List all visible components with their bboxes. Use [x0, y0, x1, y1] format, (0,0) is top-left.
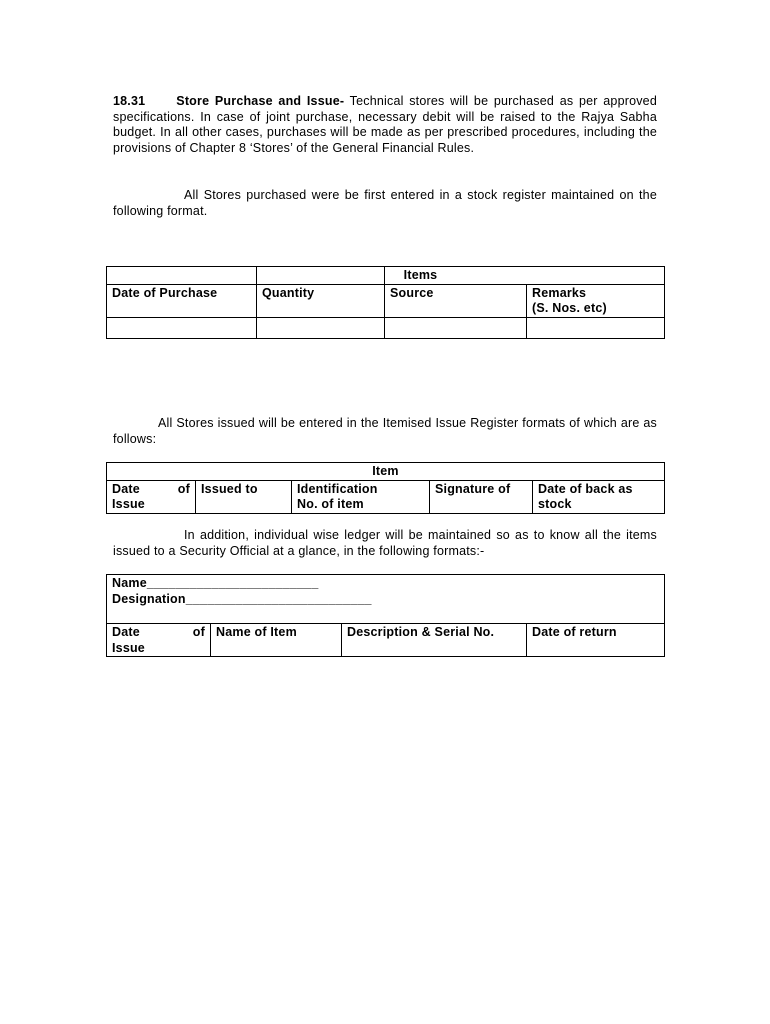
section-number: 18.31 — [113, 94, 146, 108]
col-date-back-stock: Date of back as stock — [533, 480, 665, 513]
ledger-col-description: Description & Serial No. — [342, 624, 527, 657]
stock-empty-cell — [385, 317, 527, 338]
stock-empty-cell — [257, 317, 385, 338]
stock-empty-cell — [527, 317, 665, 338]
issue-register-table — [106, 462, 665, 514]
col-signature: Signature of — [430, 480, 533, 513]
stock-paragraph: All Stores purchased were be first entered in a stock register maintained on the following format. — [113, 188, 657, 218]
designation-line: Designation__________________________ — [112, 591, 372, 606]
col-quantity: Quantity — [257, 284, 385, 317]
ledger-table — [106, 574, 665, 657]
col-date-of-purchase: Date of Purchase — [107, 284, 257, 317]
section-body: Technical stores will be purchased as per approved specifications. In case of joint purchase, necessary debit will be raised to the Rajya Sabha budget. In all other cases, purchases will be made as per prescribed procedures, including the provisions of Chapter 8 ‘Stores’ of the General Financial Rules. — [113, 94, 657, 155]
ledger-col-name-of-item: Name of Item — [211, 624, 342, 657]
col-date-of-issue: Date of Issue — [107, 480, 196, 513]
col-issued-to: Issued to — [196, 480, 292, 513]
stock-empty-cell — [107, 317, 257, 338]
col-identification: Identification No. of item — [292, 480, 430, 513]
issue-paragraph: All Stores issued will be entered in the Itemised Issue Register formats of which are as follows: — [113, 416, 657, 446]
stock-register-table — [106, 266, 665, 339]
ledger-paragraph: In addition, individual wise ledger will be maintained so as to know all the items issued to a Security Official at a glance, in the following formats:- — [113, 528, 657, 558]
section-heading: Store Purchase and Issue- — [176, 94, 345, 108]
items-group-header: Items — [385, 267, 665, 285]
col-remarks: Remarks (S. Nos. etc) — [527, 284, 665, 317]
name-line: Name________________________ — [112, 576, 319, 590]
ledger-col-date-of-issue: Date of Issue — [107, 624, 211, 657]
ledger-col-date-of-return: Date of return — [527, 624, 665, 657]
item-group-header: Item — [107, 463, 665, 481]
col-source: Source — [385, 284, 527, 317]
ledger-header-cell — [107, 575, 665, 624]
section-paragraph — [113, 94, 657, 156]
